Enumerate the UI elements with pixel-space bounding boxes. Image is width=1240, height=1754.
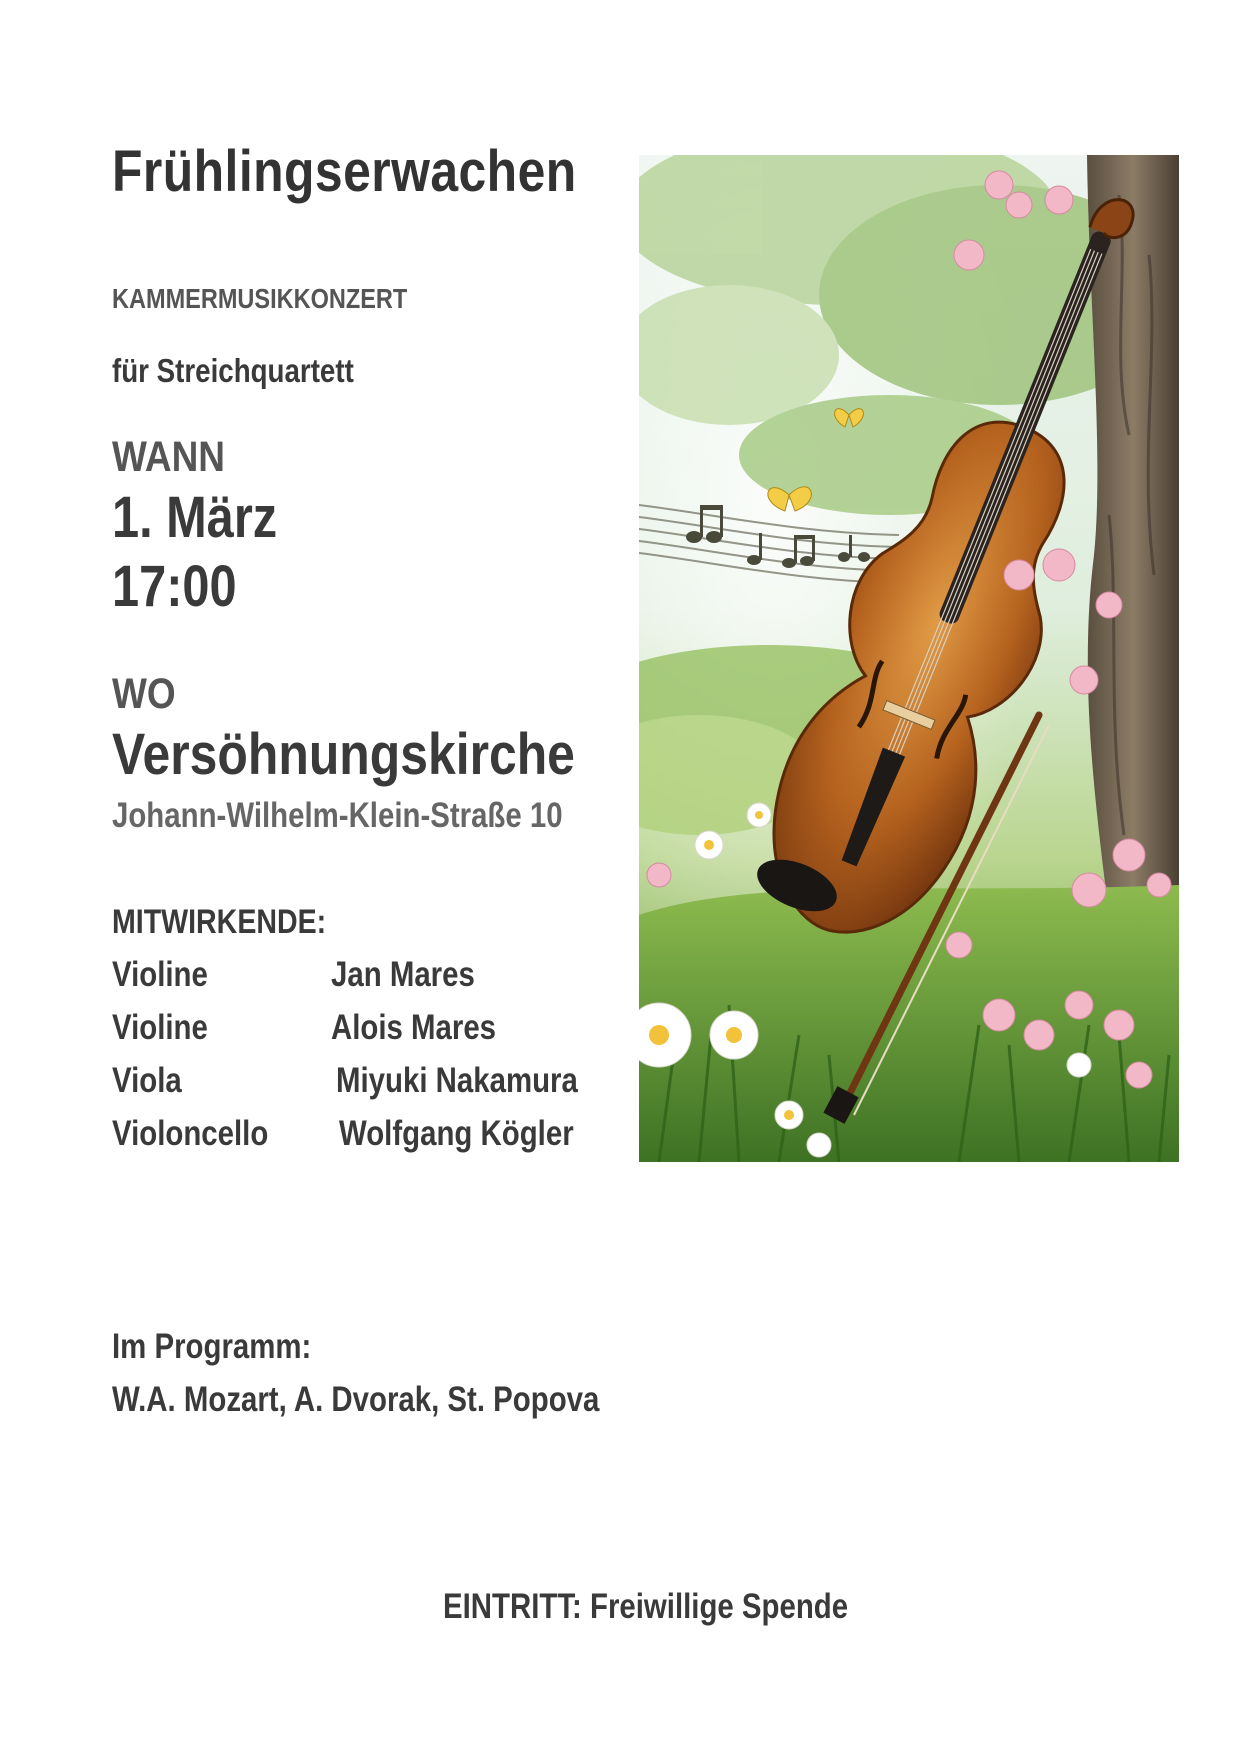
performer-role: Viola	[112, 1061, 182, 1100]
ensemble-line: für Streichquartett	[112, 352, 354, 389]
where-label: WO	[112, 670, 176, 718]
venue-name: Versöhnungskirche	[112, 722, 575, 787]
program-composers: W.A. Mozart, A. Dvorak, St. Popova	[112, 1380, 600, 1419]
poster-subtitle: KAMMERMUSIKKONZERT	[112, 283, 408, 314]
performer-role: Violine	[112, 1008, 208, 1047]
performer-name: Alois Mares	[331, 1008, 497, 1047]
performer-role: Violoncello	[112, 1114, 269, 1153]
event-date: 1. März	[112, 485, 278, 550]
event-time: 17:00	[112, 554, 237, 619]
performer-name: Miyuki Nakamura	[336, 1061, 578, 1100]
when-label: WANN	[112, 433, 225, 481]
performer-name: Wolfgang Kögler	[339, 1114, 574, 1153]
performer-name: Jan Mares	[331, 955, 475, 994]
venue-address: Johann-Wilhelm-Klein-Straße 10	[112, 796, 563, 835]
performer-role: Violine	[112, 955, 208, 994]
admission-info: EINTRITT: Freiwillige Spende	[443, 1587, 849, 1626]
performers-heading: MITWIRKENDE:	[112, 903, 327, 941]
poster-title: Frühlingserwachen	[112, 139, 577, 204]
program-heading: Im Programm:	[112, 1327, 312, 1366]
violin-illustration	[639, 155, 1179, 1162]
